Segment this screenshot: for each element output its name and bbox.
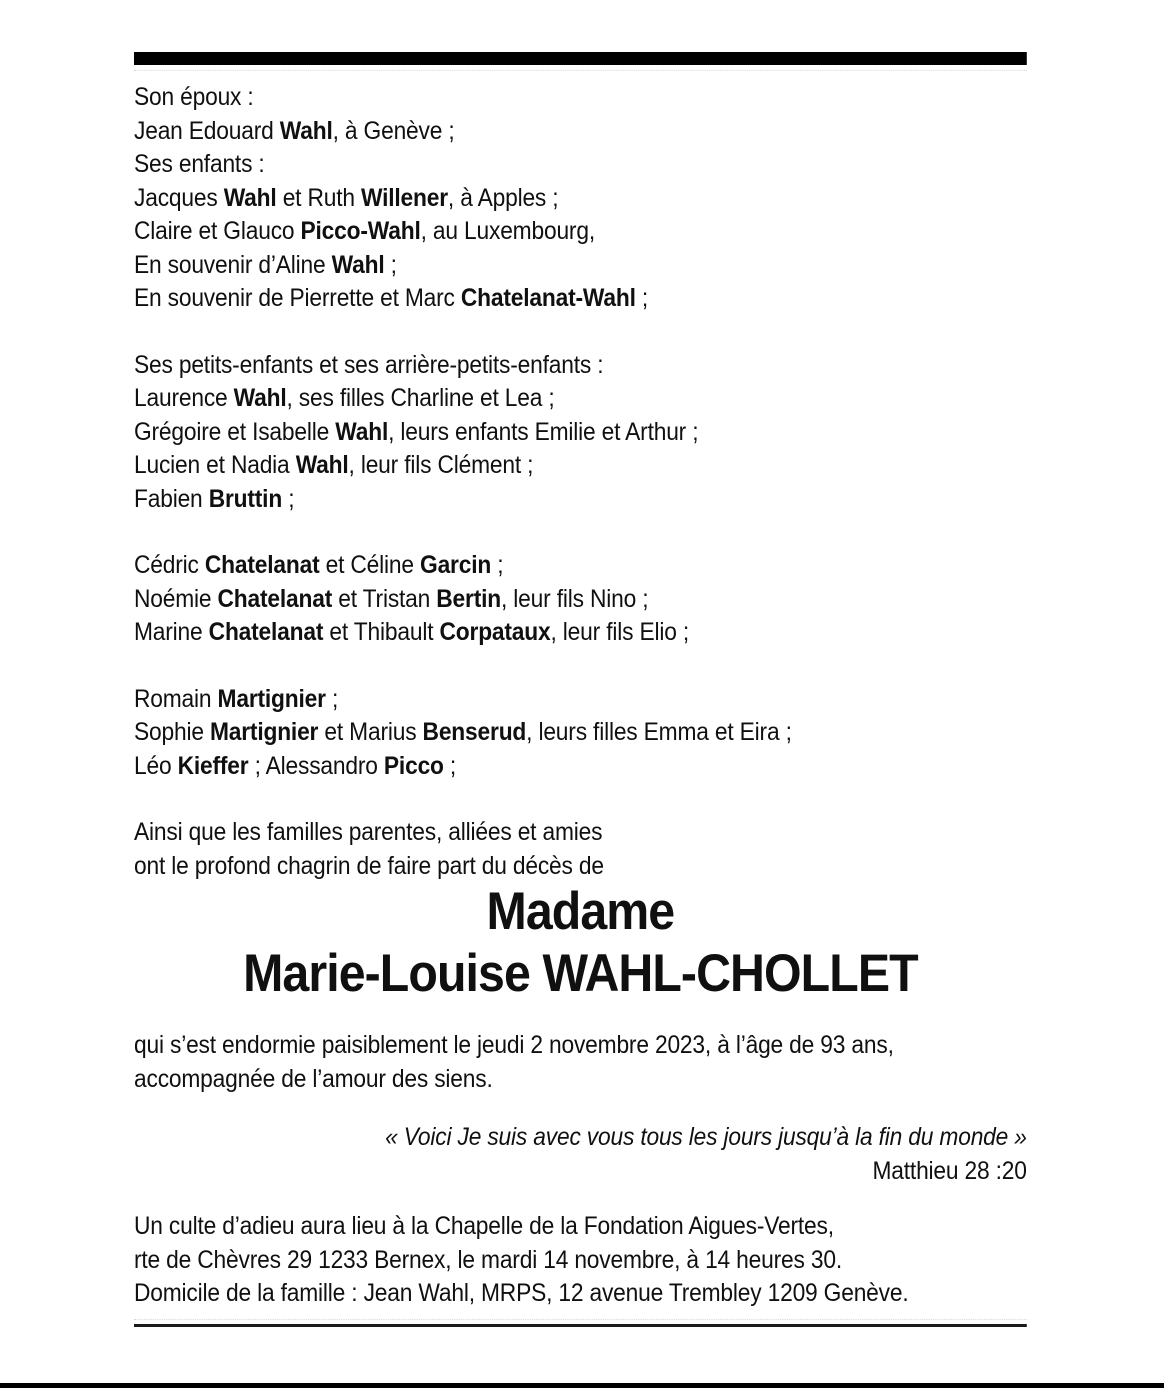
bible-quote: « Voici Je suis avec vous tous les jours jusqu’à la fin du monde » [385,1123,1027,1151]
family-paragraph-grandchildren: Ses petits-enfants et ses arrière-petits-enfants : Laurence Wahl, ses filles Charline et Lea ; Grégoire et Isabelle Wahl, leurs enfants Emilie et Arthur ; Lucien et Nadia Wahl, leur fils Clément ; Fabien Bruttin ; [134,350,699,513]
family-paragraph-chatelanat: Cédric Chatelanat et Céline Garcin ; Noémie Chatelanat et Tristan Bertin, leur fils Nino ; Marine Chatelanat et Thibault Corpataux, leur fils Elio ; [134,551,689,646]
deceased-name: Marie-Louise WAHL-CHOLLET [243,944,918,1003]
page-bottom-bar [0,1383,1164,1388]
top-divider-bar [134,52,1027,65]
bible-reference: Matthieu 28 :20 [872,1156,1027,1185]
ceremony-details: Un culte d’adieu aura lieu à la Chapelle de la Fondation Aigues-Vertes, rte de Chèvres 29 1233 Bernex, le mardi 14 novembre, à 14 heures 30. Domicile de la famille : Jean Wahl, MRPS, 12 avenue Trembley 1209 Genève. [134,1212,909,1307]
top-light-rule [134,70,1027,71]
death-details: qui s’est endormie paisiblement le jeudi 2 novembre 2023, à l’âge de 93 ans, accompagnée de l’amour des siens. [134,1031,894,1093]
title-madame: Madame [486,882,675,941]
family-paragraph-spouse-children: Son époux : Jean Edouard Wahl, à Genève ; Ses enfants : Jacques Wahl et Ruth Willener, à Apples ; Claire et Glauco Picco-Wahl, au Luxembourg, En souvenir d’Aline Wahl ; En souvenir de Pierrette et Marc Chatelanat-Wahl ; [134,83,649,312]
bottom-light-rule [134,1319,1027,1320]
bottom-solid-rule [134,1324,1027,1327]
notice-column [134,52,1027,1327]
announcement-intro: Ainsi que les familles parentes, alliées et amies ont le profond chagrin de faire part du décès de [134,818,604,880]
family-paragraph-martignier: Romain Martignier ; Sophie Martignier et Marius Benserud, leurs filles Emma et Eira ; Léo Kieffer ; Alessandro Picco ; [134,684,792,780]
quote-block [134,1121,1027,1188]
